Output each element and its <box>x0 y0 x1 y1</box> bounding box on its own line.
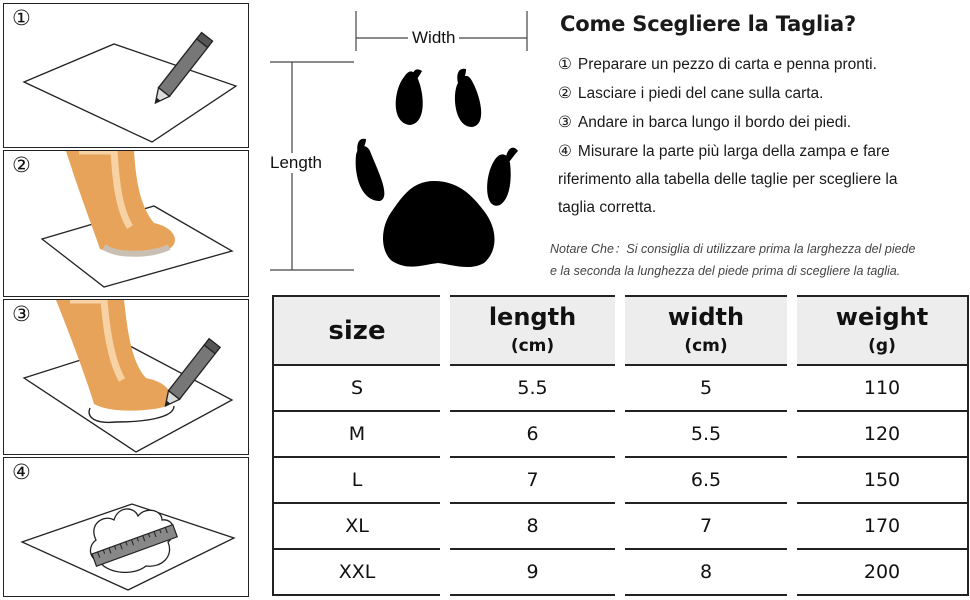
header-label: size <box>328 315 386 346</box>
table-row <box>273 365 968 411</box>
header-unit: (cm) <box>510 335 555 356</box>
step-text: Preparare un pezzo di carta e penna pronti. <box>577 56 877 73</box>
cell-width: 5.5 <box>620 411 792 457</box>
step-number: ① <box>12 6 31 30</box>
note-line: Notare Che：Si consiglia di utilizzare prima la larghezza del piede <box>550 242 916 256</box>
paper-and-pen-icon <box>4 4 249 148</box>
note-line: e la seconda la lunghezza del piede prima di scegliere la taglia. <box>550 264 901 278</box>
paw-measurement-diagram <box>262 5 552 280</box>
cell-length: 8 <box>445 503 620 549</box>
step-mark: ④ <box>558 142 572 160</box>
cell-size: S <box>273 365 445 411</box>
cell-weight: 150 <box>792 457 968 503</box>
width-label: Width <box>408 28 459 48</box>
header-label: length <box>488 302 577 331</box>
step-text: taglia corretta. <box>558 199 657 216</box>
cell-length: 6 <box>445 411 620 457</box>
table-row <box>273 411 968 457</box>
header-label: weight <box>835 302 929 331</box>
step-number: ② <box>12 153 31 177</box>
cell-size: XXL <box>273 549 445 595</box>
cell-length: 9 <box>445 549 620 595</box>
instruction-step <box>558 108 968 137</box>
length-label: Length <box>266 153 326 173</box>
instructions <box>550 12 968 282</box>
instruction-step <box>558 137 968 166</box>
cell-weight: 120 <box>792 411 968 457</box>
step-mark: ② <box>558 84 572 102</box>
table-header-row <box>273 296 968 365</box>
dog-paw-print-icon <box>262 5 552 280</box>
cell-width: 8 <box>620 549 792 595</box>
header-unit: (cm) <box>684 335 728 356</box>
cell-weight: 170 <box>792 503 968 549</box>
cell-size: L <box>273 457 445 503</box>
instruction-step-continued <box>558 194 968 222</box>
dog-paw-on-paper-icon <box>4 151 249 297</box>
header-width <box>620 296 792 365</box>
step-number: ③ <box>12 302 31 326</box>
step-number: ④ <box>12 460 31 484</box>
step-panel-4 <box>3 457 249 597</box>
page-title: Come Scegliere la Taglia? <box>560 12 856 36</box>
cell-width: 6.5 <box>620 457 792 503</box>
cell-size: XL <box>273 503 445 549</box>
cell-size: M <box>273 411 445 457</box>
header-label: width <box>667 302 745 331</box>
step-text: Misurare la parte più larga della zampa e fare <box>577 143 890 160</box>
step-panel-3 <box>3 299 249 455</box>
measure-outline-icon <box>4 458 249 597</box>
step-mark: ① <box>558 55 572 73</box>
instruction-step <box>558 79 968 108</box>
note <box>550 238 968 282</box>
cell-width: 7 <box>620 503 792 549</box>
cell-width: 5 <box>620 365 792 411</box>
table-row <box>273 503 968 549</box>
cell-length: 5.5 <box>445 365 620 411</box>
step-mark: ③ <box>558 113 572 131</box>
step-text: riferimento alla tabella delle taglie per scegliere la <box>558 171 898 188</box>
cell-weight: 200 <box>792 549 968 595</box>
step-panel-1 <box>3 3 249 148</box>
table-row <box>273 549 968 595</box>
size-chart-table <box>272 295 969 596</box>
step-panel-2 <box>3 150 249 297</box>
header-weight <box>792 296 968 365</box>
cell-weight: 110 <box>792 365 968 411</box>
instruction-step <box>558 50 968 79</box>
tracing-paw-icon <box>4 300 249 455</box>
header-size <box>273 296 445 365</box>
header-length <box>445 296 620 365</box>
instruction-step-continued <box>558 166 968 194</box>
table-row <box>273 457 968 503</box>
step-text: Lasciare i piedi del cane sulla carta. <box>577 85 824 102</box>
step-text: Andare in barca lungo il bordo dei piedi. <box>577 114 852 131</box>
header-unit: (g) <box>868 335 896 356</box>
cell-length: 7 <box>445 457 620 503</box>
